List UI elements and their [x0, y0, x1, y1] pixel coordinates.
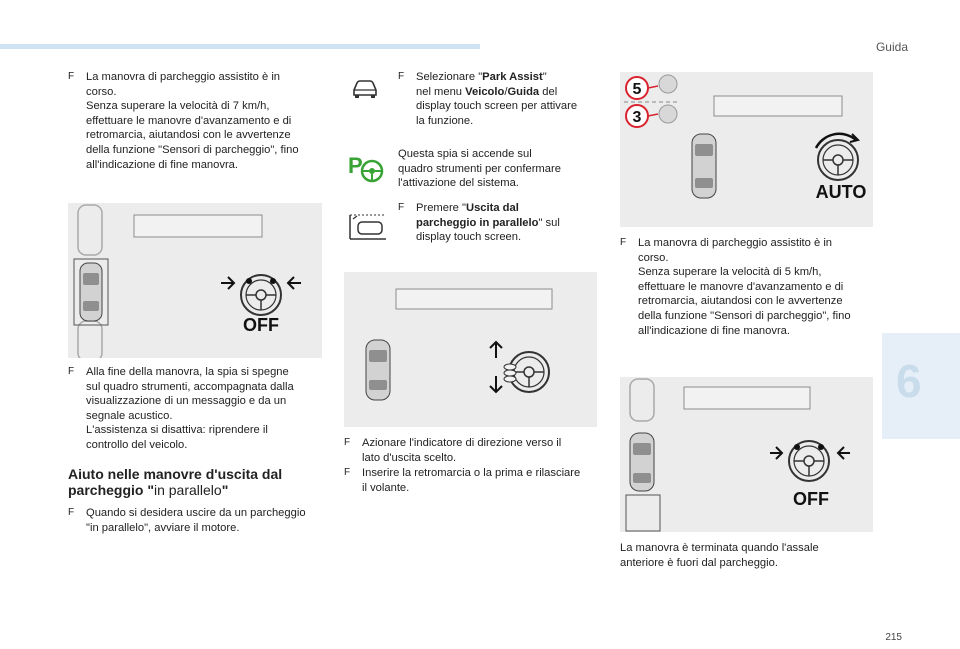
sensor-icon	[659, 75, 677, 93]
text-line: Azionare l'indicatore di direzione verso il	[362, 437, 562, 449]
header-accent-bar	[0, 44, 480, 49]
heading-line-1: Aiuto nelle manovre d'uscita dal	[68, 466, 283, 482]
display-frame	[684, 387, 810, 409]
bullet-marker: F	[344, 467, 351, 478]
col2-paragraph-4	[344, 436, 604, 465]
text-line: La manovra è terminata quando l'assale	[620, 542, 819, 554]
off-label: OFF	[243, 315, 279, 335]
text-line: effettuare le manovre d'avanzamento e di	[86, 114, 292, 127]
car-top-view	[80, 263, 102, 321]
text-line: sul quadro strumenti, accompagnata dalla	[86, 380, 294, 393]
text-line: L'assistenza si disattiva: riprendere il	[86, 424, 268, 437]
bullet-marker: F	[620, 237, 627, 248]
illustration-parking-off	[68, 203, 322, 358]
text-line: anteriore è fuori dal parcheggio.	[620, 556, 778, 569]
text-line: della funzione "Sensori di parcheggio", fino	[86, 143, 299, 156]
text-line: Selezionare "Park Assist"	[416, 71, 547, 83]
text-line: controllo del veicolo.	[86, 438, 188, 451]
col3-paragraph-1	[620, 236, 880, 338]
col3-paragraph-2	[620, 541, 819, 570]
text-line: visualizzazione di un messaggio e da un	[86, 395, 287, 408]
text-line: corso.	[638, 251, 669, 264]
auto-label: AUTO	[815, 182, 867, 202]
text-line: della funzione "Sensori di parcheggio", fino	[638, 309, 851, 322]
section-heading	[68, 466, 282, 498]
col2-paragraph-3	[398, 201, 608, 245]
text-line: la funzione.	[416, 114, 474, 127]
sensor-icon	[659, 105, 677, 123]
text-line: il volante.	[362, 481, 410, 494]
display-frame	[396, 289, 552, 309]
text-line: all'indicazione di fine manovra.	[638, 324, 791, 337]
car-top-view	[630, 433, 654, 491]
text-line: Premere "Uscita dal	[416, 202, 519, 214]
text-line: Senza superare la velocità di 5 km/h,	[638, 266, 822, 279]
text-line: all'indicazione di fine manovra.	[86, 158, 239, 171]
text-line: parcheggio in parallelo" sul	[416, 216, 560, 229]
svg-text:3: 3	[632, 109, 642, 126]
text-line: Questa spia si accende sul	[398, 148, 532, 160]
bullet-marker: F	[344, 437, 351, 448]
col2-paragraph-1	[398, 70, 608, 128]
car-top-view	[692, 134, 716, 198]
page-number: 215	[885, 632, 902, 643]
text-line: La manovra di parcheggio assistito è in	[86, 71, 281, 83]
text-line: Quando si desidera uscire da un parcheggio	[86, 507, 306, 519]
park-assist-warning-icon	[346, 151, 386, 192]
section-title: Guida	[875, 40, 908, 54]
off-label: OFF	[793, 489, 829, 509]
bullet-marker: F	[68, 366, 75, 377]
text-line: segnale acustico.	[86, 409, 173, 422]
text-line: lato d'uscita scelto.	[362, 451, 457, 464]
text-line: corso.	[86, 85, 117, 98]
text-line: display touch screen.	[416, 231, 522, 244]
bullet-marker: F	[68, 507, 75, 518]
text-line: l'attivazione del sistema.	[398, 177, 519, 190]
text-line: Inserire la retromarcia o la prima e rilasciare	[362, 467, 581, 479]
bullet-marker: F	[398, 71, 405, 82]
text-line: Alla fine della manovra, la spia si spegne	[86, 366, 289, 378]
hand-icon	[504, 364, 516, 382]
illustration-parking-auto	[620, 72, 873, 227]
heading-line-2: parcheggio "in parallelo"	[68, 482, 229, 498]
text-line: La manovra di parcheggio assistito è in	[638, 237, 833, 249]
chapter-number: 6	[896, 355, 922, 407]
text-line: effettuare le manovre d'avanzamento e di	[638, 280, 844, 293]
col1-paragraph-1	[68, 70, 338, 172]
text-line: nel menu Veicolo/Guida del	[416, 85, 558, 98]
car-front-icon	[350, 78, 380, 103]
svg-text:P: P	[348, 153, 363, 178]
text-line: quadro strumenti per confermare	[398, 162, 561, 175]
text-line: display touch screen per attivare	[416, 100, 578, 113]
col1-paragraph-2	[68, 365, 338, 453]
col1-paragraph-3	[68, 506, 338, 535]
text-line: Senza superare la velocità di 7 km/h,	[86, 100, 270, 113]
parking-exit-icon	[348, 213, 388, 246]
illustration-exit-parking	[344, 272, 597, 427]
bullet-marker: F	[398, 202, 405, 213]
text-line: retromarcia, aiutandosi con le avvertenze	[86, 129, 291, 142]
text-line: "in parallelo", avviare il motore.	[86, 521, 240, 534]
text-line: retromarcia, aiutandosi con le avvertenze	[638, 295, 843, 308]
display-frame	[134, 215, 262, 237]
display-frame	[714, 96, 842, 116]
col2-paragraph-5	[344, 466, 604, 495]
car-top-view	[366, 340, 390, 400]
bullet-marker: F	[68, 71, 75, 82]
svg-text:5: 5	[632, 81, 642, 98]
illustration-parking-end-off	[620, 377, 873, 532]
col2-paragraph-2	[398, 147, 561, 191]
